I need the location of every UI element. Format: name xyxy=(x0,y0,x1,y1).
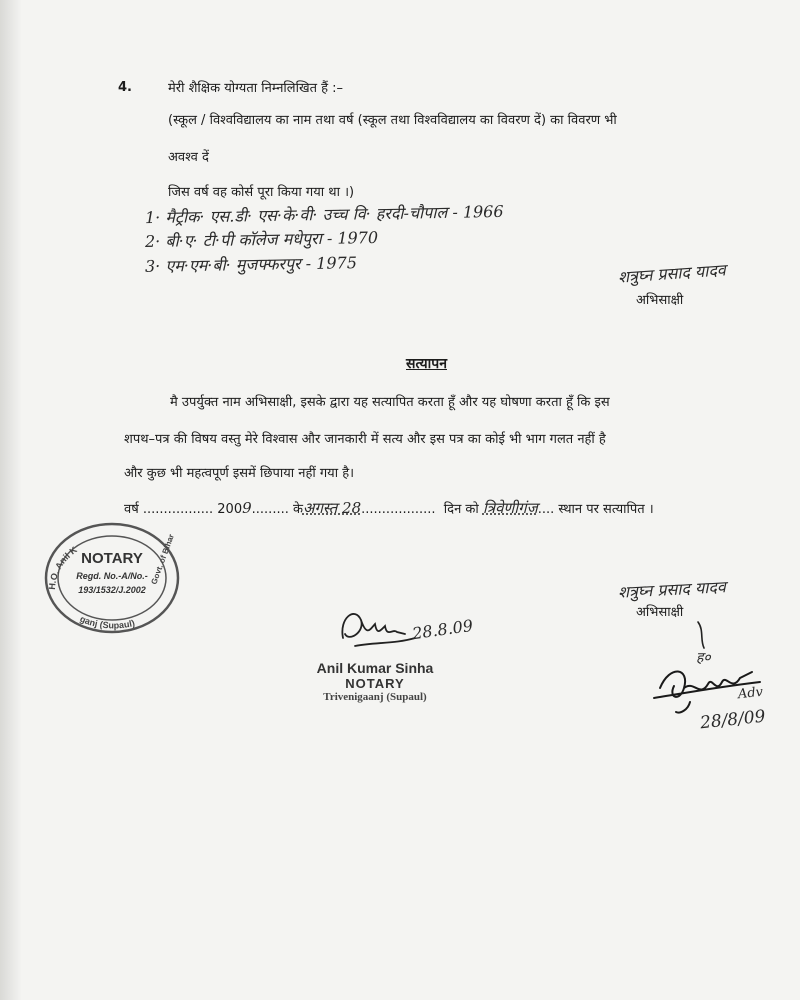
notary-stamp xyxy=(30,515,190,635)
stamp-rim-right: Govt. of Bihar xyxy=(149,532,176,586)
sd-mark: ह० xyxy=(696,650,711,666)
qualification-1: 1· मैट्रीक· एस.डी· एस·के·वी· उच्च वि· हरदी-चौपाल - 1966 xyxy=(144,201,504,228)
dots-1: ................. xyxy=(142,502,214,517)
notary-title: NOTARY xyxy=(345,676,405,691)
dots-3: .................. xyxy=(361,502,436,517)
stamp-rim-bottom: ganj (Supaul) xyxy=(78,613,136,631)
dots-2: ......... xyxy=(251,502,289,517)
stamp-regd: Regd. No.-A/No.- xyxy=(76,571,148,581)
instruction-line-2: अवश्व दें xyxy=(168,150,209,165)
deponent-label-top: अभिसाक्षी xyxy=(636,293,684,308)
notary-block xyxy=(300,660,450,703)
place-label: स्थान पर सत्यापित । xyxy=(558,502,654,517)
deponent-signature-top: शत्रुघ्न प्रसाद यादव xyxy=(617,260,727,287)
day-label: दिन को xyxy=(443,502,479,517)
stamp-rim-left: H.O. Anil K xyxy=(46,544,79,591)
stamp-number: 193/1532/J.2002 xyxy=(78,585,146,595)
instruction-line-1: (स्कूल / विश्वविद्यालय का नाम तथा वर्ष (स्कूल तथा विश्वविद्यालय का विवरण दें) का विवरण भी xyxy=(168,113,617,128)
qualification-3: 3· एम·एम·बी· मुजफ्फरपुर - 1975 xyxy=(144,253,358,276)
stamp-title: NOTARY xyxy=(81,550,143,567)
verification-line-1: मै उपर्युक्त नाम अभिसाक्षी, इसके द्वारा यह सत्यापित करता हूँ और यह घोषणा करता हूँ कि इस xyxy=(170,395,610,410)
year-fill: 9 xyxy=(242,499,252,517)
year-prefix: 200 xyxy=(217,502,243,517)
instruction-line-3: जिस वर्ष वह कोर्स पूरा किया गया था ।) xyxy=(168,185,355,200)
verification-date-line xyxy=(124,498,654,518)
qualification-2: 2· बी·ए· टी·पी कॉलेज मधेपुरा - 1970 xyxy=(144,227,379,252)
section-number: 4. xyxy=(118,80,132,95)
section-title: मेरी शैक्षिक योग्यता निम्नलिखित हैं :– xyxy=(168,81,344,96)
attestation-mark xyxy=(692,620,712,650)
month-fill: अगस्त 28 xyxy=(302,499,362,517)
advocate-label: Adv xyxy=(737,684,764,703)
verification-heading: सत्यापन xyxy=(406,356,447,372)
deponent-signature-bottom: शत्रुघ्न प्रसाद यादव xyxy=(617,577,727,602)
deponent-label-bottom: अभिसाक्षी xyxy=(636,605,684,620)
verification-line-2: शपथ–पत्र की विषय वस्तु मेरे विश्वास और जानकारी में सत्य और इस पत्र का कोई भी भाग गलत नहीं है xyxy=(124,432,606,447)
ke-word: के xyxy=(293,502,303,517)
notary-place: Trivenigaanj (Supaul) xyxy=(323,691,427,703)
notary-sign-date: 28.8.09 xyxy=(410,615,475,644)
year-word: वर्ष xyxy=(124,502,139,517)
notary-name: Anil Kumar Sinha xyxy=(316,660,434,676)
scan-edge xyxy=(0,0,22,1000)
dots-4: .... xyxy=(537,502,555,517)
place-fill: त्रिवेणीगंज xyxy=(482,499,538,517)
verification-line-3: और कुछ भी महत्वपूर्ण इसमें छिपाया नहीं गया है। xyxy=(124,466,355,481)
advocate-date: 28/8/09 xyxy=(699,706,767,734)
